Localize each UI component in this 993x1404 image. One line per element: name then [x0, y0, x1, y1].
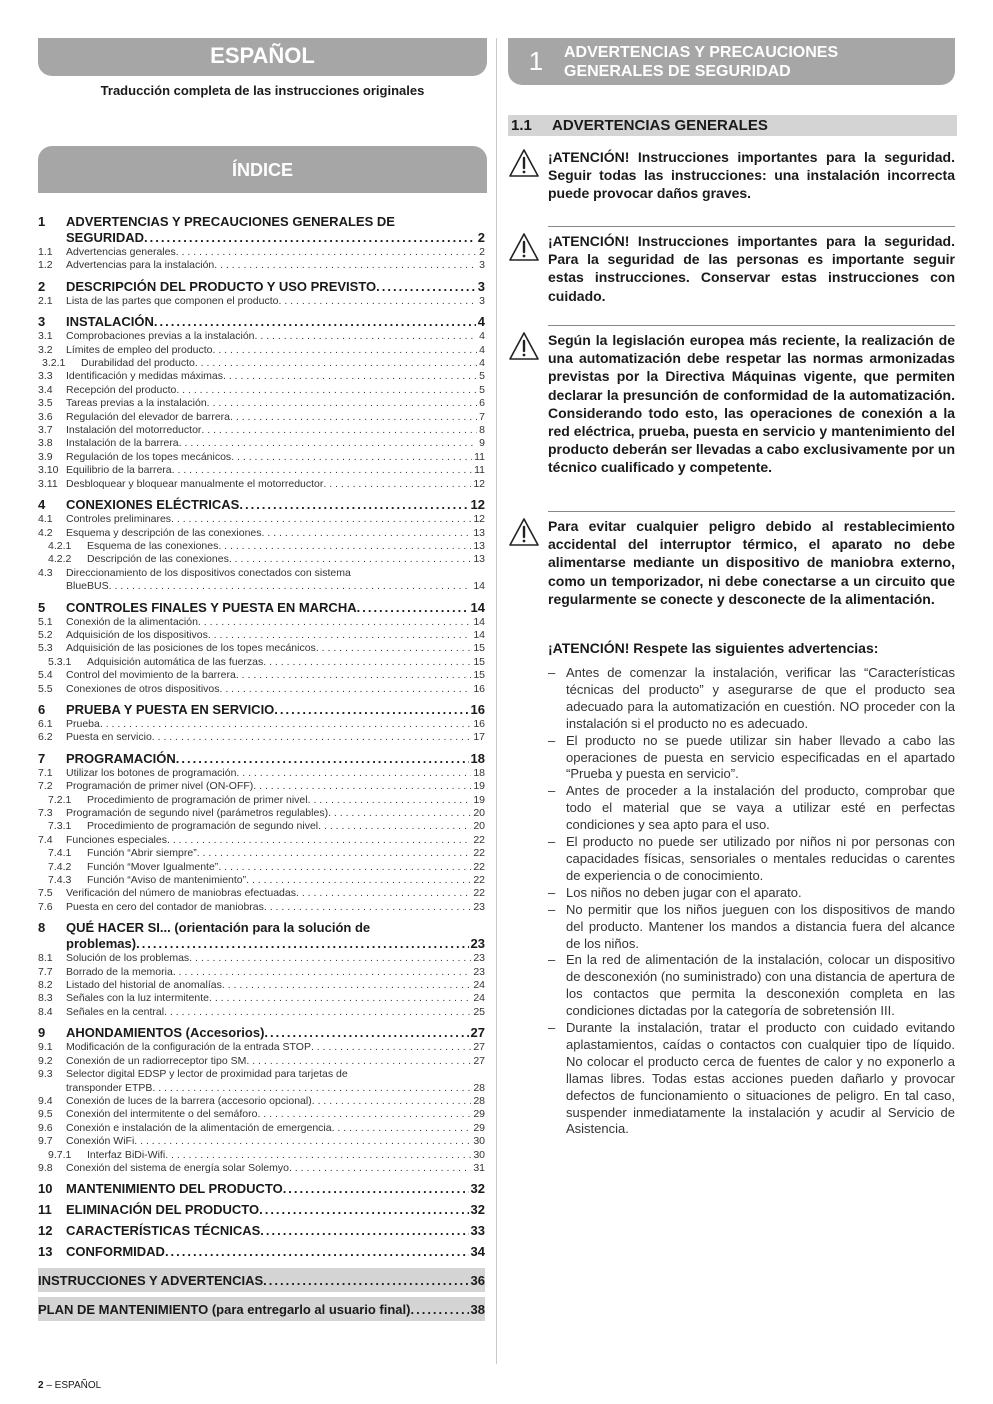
warnings-list [548, 665, 955, 1138]
toc-entry-9-7[interactable]: 9.7 Conexión WiFi . . . 30 [38, 1135, 485, 1148]
toc-entry-7-1[interactable]: 7.1 Utilizar los botones de programación . . . 18 [38, 767, 485, 780]
toc-entry-7-7[interactable]: 7.7 Borrado de la memoria . . . 23 [38, 966, 485, 979]
warning-triangle-icon [508, 517, 540, 547]
list-item: – El producto no se puede utilizar sin haber llevado a cabo las operaciones de puesta en servicio especificadas en el apartado “Prueba y puesta en servicio”. [548, 733, 955, 784]
toc-entry-7-4-2[interactable]: 7.4.2 Función “Mover Igualmente” . . . 22 [38, 861, 485, 874]
toc-entry-8-3[interactable]: 8.3 Señales con la luz intermitente . . . 24 [38, 992, 485, 1005]
toc-entry-8-2[interactable]: 8.2 Listado del historial de anomalías . . . 24 [38, 979, 485, 992]
toc-entry-4-2-1[interactable]: 4.2.1 Esquema de las conexiones . . . 13 [38, 540, 485, 553]
warning-text-1: ¡ATENCIÓN! Instrucciones importantes para la seguridad. Seguir todas las instrucciones: una instalación incorrecta puede provocar daños graves. [548, 149, 955, 202]
toc-section-4[interactable]: 4 CONEXIONES ELÉCTRICAS ..... 12 [38, 497, 485, 513]
toc-entry-6-1[interactable]: 6.1 Prueba . . . 16 [38, 718, 485, 731]
toc-section-9[interactable]: 9 AHONDAMIENTOS (Accesorios) ..... 27 [38, 1025, 485, 1041]
index-banner: ÍNDICE [38, 146, 487, 193]
toc-section-13[interactable]: 13 CONFORMIDAD ..... 34 [38, 1244, 485, 1260]
toc-entry-1-1[interactable]: 1.1 Advertencias generales . . . 2 [38, 246, 485, 259]
toc-entry-9-6[interactable]: 9.6 Conexión e instalación de la alimentación de emergencia . . . 29 [38, 1122, 485, 1135]
toc-section-7[interactable]: 7 PROGRAMACIÓN ..... 18 [38, 751, 485, 767]
toc-section-5[interactable]: 5 CONTROLES FINALES Y PUESTA EN MARCHA ..... 14 [38, 600, 485, 616]
toc-entry-9-4[interactable]: 9.4 Conexión de luces de la barrera (accesorio opcional) . . . 28 [38, 1095, 485, 1108]
divider [548, 511, 955, 512]
list-item: – Antes de comenzar la instalación, verificar las “Características técnicas del producto” y asegurarse de que el producto sea adecuado para la automatización en cuestión. NO proceder con la instalación si el producto no es adecuado. [548, 665, 955, 733]
toc-entry-9-8[interactable]: 9.8 Conexión del sistema de energía solar Solemyo . . . 31 [38, 1162, 485, 1175]
toc-entry-7-6[interactable]: 7.6 Puesta en cero del contador de maniobras . . . 23 [38, 901, 485, 914]
list-item: – El producto no puede ser utilizado por niños ni por personas con capacidades físicas, sensoriales o mentales reducidas o carentes de experiencia o de conocimiento. [548, 834, 955, 885]
toc-entry-9-2[interactable]: 9.2 Conexión de un radiorreceptor tipo SM . . . 27 [38, 1055, 485, 1068]
list-item: – No permitir que los niños jueguen con los dispositivos de mando del producto. Mantener los mandos a distancia fuera del alcance de los niños. [548, 902, 955, 953]
warning-triangle-icon [508, 148, 540, 178]
toc-entry-7-5[interactable]: 7.5 Verificación del número de maniobras efectuadas . . . 22 [38, 887, 485, 900]
divider [548, 226, 955, 227]
attention-heading: ¡ATENCIÓN! Respete las siguientes advertencias: [548, 640, 879, 656]
toc-entry-9-1[interactable]: 9.1 Modificación de la configuración de la entrada STOP . . . 27 [38, 1041, 485, 1054]
toc-entry-2-1[interactable]: 2.1 Lista de las partes que componen el producto . . . 3 [38, 295, 485, 308]
toc-section-8[interactable]: 8 QUÉ HACER SI... (orientación para la solución de problemas) ..... 23 [38, 920, 485, 952]
toc-entry-9-7-1[interactable]: 9.7.1 Interfaz BiDi-Wifi . . . 30 [38, 1149, 485, 1162]
toc-entry-4-1[interactable]: 4.1 Controles preliminares . . . 12 [38, 513, 485, 526]
toc-entry-3-8[interactable]: 3.8 Instalación de la barrera . . . 9 [38, 437, 485, 450]
toc-entry-1-2[interactable]: 1.2 Advertencias para la instalación . . . 3 [38, 259, 485, 272]
toc-entry-5-3-1[interactable]: 5.3.1 Adquisición automática de las fuerzas . . . 15 [38, 656, 485, 669]
toc-entry-5-1[interactable]: 5.1 Conexión de la alimentación . . . 14 [38, 616, 485, 629]
toc-entry-5-2[interactable]: 5.2 Adquisición de los dispositivos . . . 14 [38, 629, 485, 642]
toc-entry-7-2[interactable]: 7.2 Programación de primer nivel (ON-OFF) . . . 19 [38, 780, 485, 793]
toc-section-10[interactable]: 10 MANTENIMIENTO DEL PRODUCTO ..... 32 [38, 1181, 485, 1197]
toc-entry-3-2[interactable]: 3.2 Límites de empleo del producto . . . 4 [38, 344, 485, 357]
list-item: – Los niños no deben jugar con el aparato. [548, 885, 955, 902]
column-divider [496, 38, 497, 1364]
toc-section-2[interactable]: 2 DESCRIPCIÓN DEL PRODUCTO Y USO PREVISTO ..... 3 [38, 279, 485, 295]
toc-entry-9-5[interactable]: 9.5 Conexión del intermitente o del semáforo . . . 29 [38, 1108, 485, 1121]
warning-block-1 [508, 148, 957, 208]
toc-section-1[interactable]: 1 ADVERTENCIAS Y PRECAUCIONES GENERALES DE SEGURIDAD ..... 2 [38, 214, 485, 246]
list-item: – En la red de alimentación de la instalación, colocar un dispositivo de desconexión (no suministrado) con una distancia de apertura de los contactos que permita la desconexión completa en las condiciones dictadas por la categoría de sobretensión III. [548, 952, 955, 1020]
warning-text-3: Según la legislación europea más reciente, la realización de una automatización debe respetar las normas armonizadas previstas por la Directiva Máquinas vigente, que permiten declarar la presunción de conformidad de la automatización. Considerando todo esto, las operaciones de conexión a la red eléctrica, prueba, puesta en servicio y mantenimiento del producto deberán ser llevadas a cabo exclusivamente por un técnico cualificado y competente. [548, 332, 955, 476]
toc-section-3[interactable]: 3 INSTALACIÓN ..... 4 [38, 314, 485, 330]
toc-entry-3-6[interactable]: 3.6 Regulación del elevador de barrera . . . 7 [38, 411, 485, 424]
warning-block-3 [508, 331, 957, 501]
list-item: – Durante la instalación, tratar el producto con cuidado evitando aplastamientos, caídas o contactos con cualquier tipo de líquido. No colocar el producto cerca de fuentes de calor y no exponerlo a llamas libres. Todas estas acciones pueden dañarlo y provocar defectos de funcionamiento o situaciones de peligro. En tal caso, suspender inmediatamente la instalación y acudir al Servicio de Asistencia. [548, 1020, 955, 1138]
toc-section-11[interactable]: 11 ELIMINACIÓN DEL PRODUCTO ..... 32 [38, 1202, 485, 1218]
toc-entry-5-3[interactable]: 5.3 Adquisición de las posiciones de los topes mecánicos . . . 15 [38, 642, 485, 655]
toc-entry-3-1[interactable]: 3.1 Comprobaciones previas a la instalación . . . 4 [38, 330, 485, 343]
toc-entry-7-3[interactable]: 7.3 Programación de segundo nivel (parámetros regulables) . . . 20 [38, 807, 485, 820]
footer-label: – ESPAÑOL [43, 1380, 102, 1391]
warning-text-2: ¡ATENCIÓN! Instrucciones importantes para la seguridad. Para la seguridad de las personas es importante seguir estas instrucciones. Conservar estas instrucciones con cuidado. [548, 233, 955, 304]
toc-entry-4-2[interactable]: 4.2 Esquema y descripción de las conexiones . . . 13 [38, 527, 485, 540]
list-item: – Antes de proceder a la instalación del producto, comprobar que todo el material que se vaya a utilizar esté en perfectas condiciones y sea apto para el uso. [548, 783, 955, 834]
toc-instructions-warnings[interactable]: INSTRUCCIONES Y ADVERTENCIAS ..... 36 [38, 1268, 485, 1292]
toc-entry-4-3[interactable]: 4.3 Direccionamiento de los dispositivos conectados con sistema BlueBUS . . . 14 [38, 567, 485, 594]
subsection-1-1-heading: 1.1 ADVERTENCIAS GENERALES [508, 115, 957, 136]
toc-entry-7-4-3[interactable]: 7.4.3 Función “Aviso de mantenimiento” . . . 22 [38, 874, 485, 887]
toc-entry-3-9[interactable]: 3.9 Regulación de los topes mecánicos . . . 11 [38, 451, 485, 464]
subtitle: Traducción completa de las instrucciones originales [100, 83, 425, 98]
toc-entry-6-2[interactable]: 6.2 Puesta en servicio . . . 17 [38, 731, 485, 744]
divider [548, 325, 955, 326]
page-footer [38, 1380, 101, 1391]
toc-entry-3-5[interactable]: 3.5 Tareas previas a la instalación . . . 6 [38, 397, 485, 410]
toc-entry-3-7[interactable]: 3.7 Instalación del motorreductor . . . 8 [38, 424, 485, 437]
toc-entry-7-3-1[interactable]: 7.3.1 Procedimiento de programación de segundo nivel . . . 20 [38, 820, 485, 833]
toc-entry-7-4-1[interactable]: 7.4.1 Función “Abrir siempre” . . . 22 [38, 847, 485, 860]
toc-entry-8-4[interactable]: 8.4 Señales en la central . . . 25 [38, 1006, 485, 1019]
section-number: 1 [528, 46, 544, 76]
section-title: ADVERTENCIAS Y PRECAUCIONES GENERALES DE SEGURIDAD [564, 43, 839, 80]
toc-entry-4-2-2[interactable]: 4.2.2 Descripción de las conexiones . . . 13 [38, 553, 485, 566]
warning-block-2 [508, 232, 957, 312]
page-number: 2 [38, 1380, 44, 1391]
warning-block-4 [508, 517, 957, 627]
warning-triangle-icon [508, 331, 540, 361]
toc-entry-3-11[interactable]: 3.11 Desbloquear y bloquear manualmente el motorreductor . . . 12 [38, 478, 485, 491]
toc-entry-3-4[interactable]: 3.4 Recepción del producto . . . 5 [38, 384, 485, 397]
toc-entry-3-3[interactable]: 3.3 Identificación y medidas máximas . . . 5 [38, 370, 485, 383]
toc-section-6[interactable]: 6 PRUEBA Y PUESTA EN SERVICIO ..... 16 [38, 702, 485, 718]
warning-text-4: Para evitar cualquier peligro debido al restablecimiento accidental del interruptor térmico, el aparato no debe alimentarse mediante un dispositivo de maniobra externo, como un temporizador, ni debe conectarse a un circuito que regularmente se conecte y desconecte de la alimentación. [548, 518, 955, 607]
toc-entry-8-1[interactable]: 8.1 Solución de los problemas . . . 23 [38, 952, 485, 965]
toc-entry-5-4[interactable]: 5.4 Control del movimiento de la barrera . . . 15 [38, 669, 485, 682]
section-1-banner [508, 38, 955, 85]
language-banner: ESPAÑOL [38, 38, 487, 76]
toc-maintenance-plan[interactable]: PLAN DE MANTENIMIENTO (para entregarlo al usuario final) ..... 38 [38, 1297, 485, 1321]
warning-triangle-icon [508, 232, 540, 262]
toc-entry-9-3[interactable]: 9.3 Selector digital EDSP y lector de proximidad para tarjetas de transponder ETPB . . . 28 [38, 1068, 485, 1095]
toc-section-12[interactable]: 12 CARACTERÍSTICAS TÉCNICAS ..... 33 [38, 1223, 485, 1239]
toc-entry-7-4[interactable]: 7.4 Funciones especiales . . . 22 [38, 834, 485, 847]
toc-entry-5-5[interactable]: 5.5 Conexiones de otros dispositivos . . . 16 [38, 683, 485, 696]
table-of-contents [38, 214, 485, 1321]
toc-entry-3-2-1[interactable]: 3.2.1 Durabilidad del producto . . . 4 [38, 357, 485, 370]
toc-entry-7-2-1[interactable]: 7.2.1 Procedimiento de programación de primer nivel . . . 19 [38, 794, 485, 807]
toc-entry-3-10[interactable]: 3.10 Equilibrio de la barrera . . . 11 [38, 464, 485, 477]
